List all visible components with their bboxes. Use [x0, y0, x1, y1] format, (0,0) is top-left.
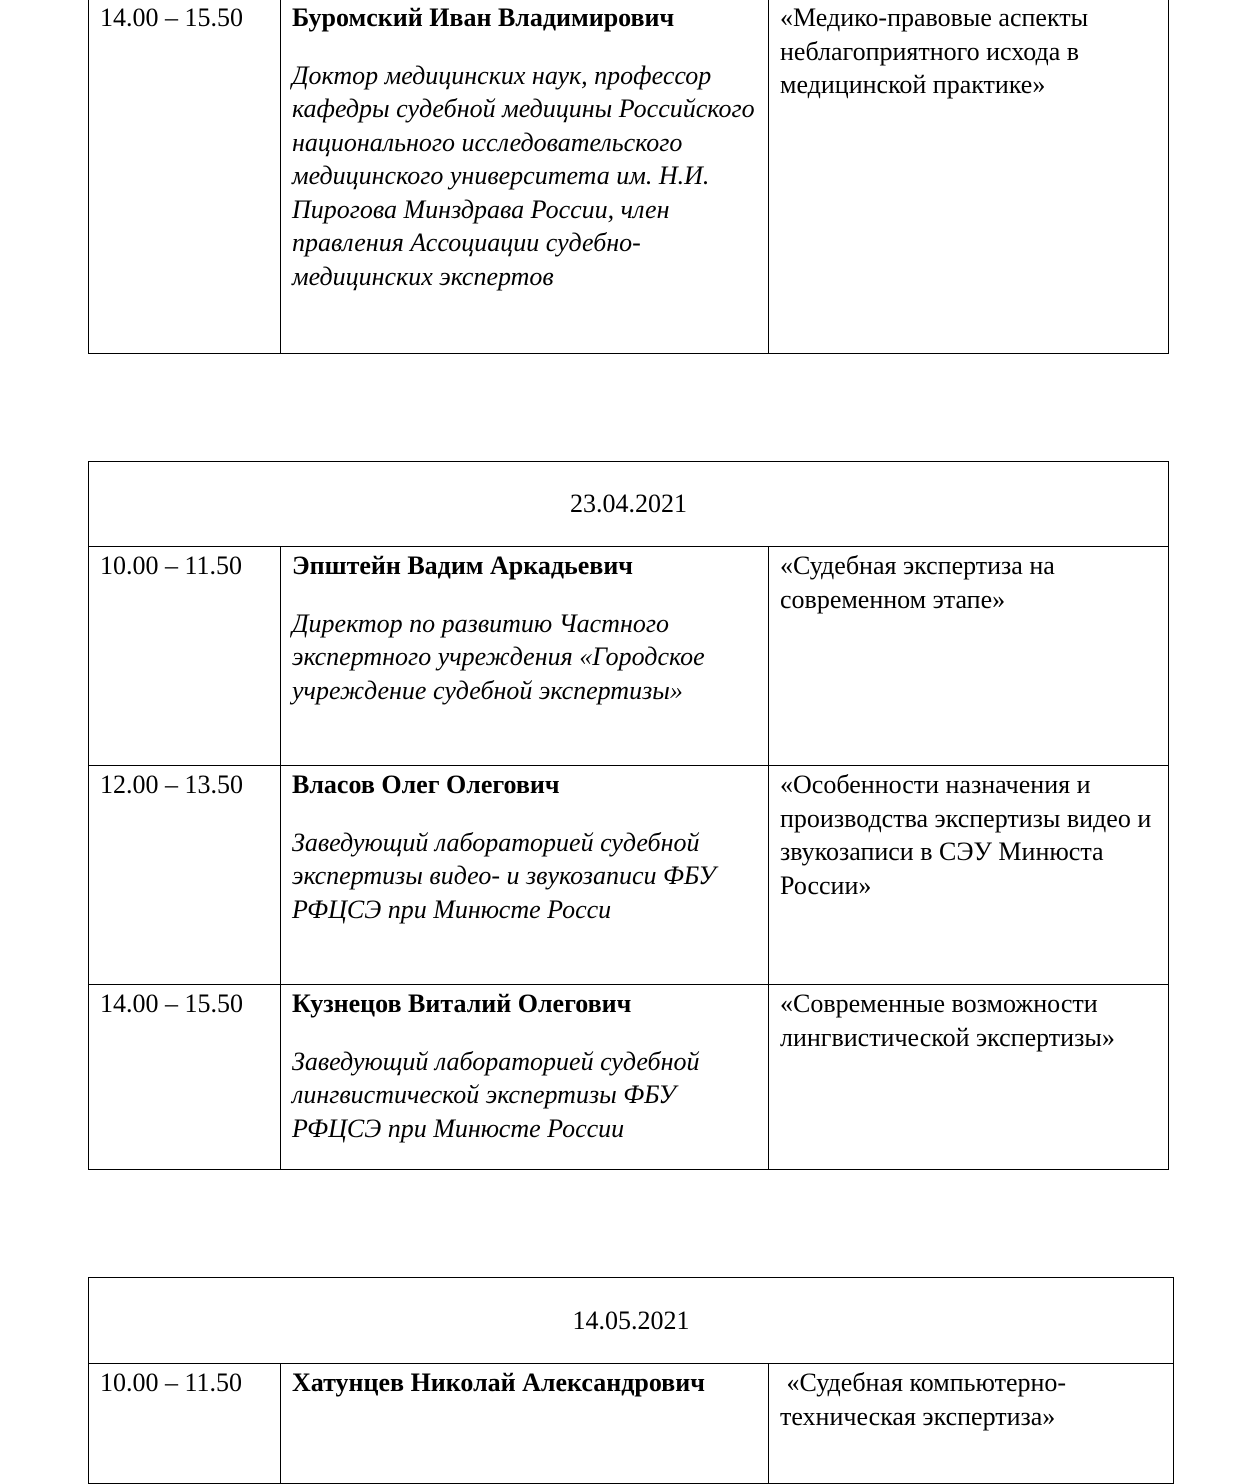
speaker-name: Хатунцев Николай Александрович	[292, 1368, 705, 1397]
speaker-name: Буромский Иван Владимирович	[292, 3, 675, 32]
speaker-cell	[281, 0, 769, 354]
lecture-topic: «Медико-правовые аспекты неблагоприятного исхода в медицинской практике»	[769, 0, 1169, 354]
time-slot: 14.00 – 15.50	[89, 0, 281, 354]
speaker-position: Заведующий лабораторией судебной экспертизы видео- и звукозаписи ФБУ РФЦСЭ при Минюсте Росси	[292, 827, 716, 924]
schedule-table-3	[88, 1277, 1174, 1484]
schedule-table-2	[88, 461, 1169, 1170]
table-row	[89, 547, 1169, 766]
speaker-position: Доктор медицинских наук, профессор кафедры судебной медицины Российского национального исследовательского медицинского университета им. Н.И. Пирогова Минздрава России, член правления Ассоциации судебно-медицинских экспертов	[292, 60, 755, 291]
table-row	[89, 0, 1169, 354]
table-row	[89, 766, 1169, 985]
speaker-name: Власов Олег Олегович	[292, 770, 560, 799]
date-header-row	[89, 1278, 1174, 1364]
time-slot: 12.00 – 13.50	[89, 766, 281, 985]
speaker-position: Заведующий лабораторией судебной лингвистической экспертизы ФБУ РФЦСЭ при Минюсте России	[292, 1046, 700, 1143]
time-slot: 10.00 – 11.50	[89, 1364, 281, 1484]
session-date: 14.05.2021	[89, 1278, 1174, 1364]
speaker-name: Эпштейн Вадим Аркадьевич	[292, 551, 633, 580]
lecture-topic: «Современные возможности лингвистической экспертизы»	[769, 985, 1169, 1170]
schedule-table-1	[88, 0, 1169, 354]
time-slot: 14.00 – 15.50	[89, 985, 281, 1170]
lecture-topic: «Судебная компьютерно-техническая экспертиза»	[769, 1364, 1174, 1484]
lecture-topic: «Особенности назначения и производства экспертизы видео и звукозаписи в СЭУ Минюста России»	[769, 766, 1169, 985]
date-header-row	[89, 462, 1169, 547]
speaker-cell	[281, 766, 769, 985]
speaker-position: Директор по развитию Частного экспертного учреждения «Городское учреждение судебной экспертизы»	[292, 608, 705, 705]
session-date: 23.04.2021	[89, 462, 1169, 547]
speaker-cell	[281, 547, 769, 766]
speaker-cell	[281, 1364, 769, 1484]
table-row	[89, 1364, 1174, 1484]
speaker-cell	[281, 985, 769, 1170]
time-slot: 10.00 – 11.50	[89, 547, 281, 766]
speaker-name: Кузнецов Виталий Олегович	[292, 989, 632, 1018]
table-row	[89, 985, 1169, 1170]
lecture-topic: «Судебная экспертиза на современном этапе»	[769, 547, 1169, 766]
